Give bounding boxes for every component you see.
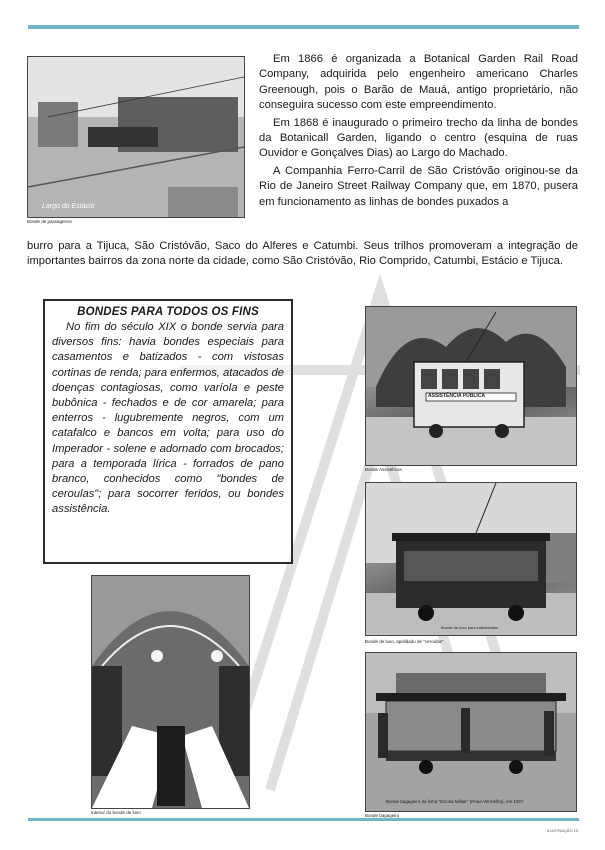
photo5-caption: Bonde bagageiro (365, 813, 400, 818)
top-accent-bar (28, 25, 579, 29)
photo2-caption: Bonde Assistência (365, 467, 402, 472)
page-code: ILUSTRAÇÃO 10 (547, 828, 579, 833)
photo1-inner-label: Largo do Estácio (42, 203, 95, 210)
paragraph-1868: Em 1868 é inaugurado o primeiro trecho da linha de bondes da Botanicall Garden, ligando o centro (esquina de ruas Ouvidor e Gonçalves Dias) ao Largo do Machado. (259, 116, 578, 160)
box-title: BONDES PARA TODOS OS FINS (77, 306, 259, 318)
paragraph-ferro-carril-top: A Companhia Ferro-Carril de São Cristóvão originou-se da Rio de Janeiro Street Railway Company que, em 1870, pusera em funcionamento as linhas de bondes puxados a (259, 164, 578, 208)
photo4-caption: Interior do bonde de luxo (91, 810, 141, 815)
photo-tram-interior (91, 575, 250, 809)
photo3-caption: Bonde de luxo, apelidado de "ceroulas" (365, 639, 444, 644)
bottom-accent-bar (28, 818, 579, 821)
intro-text-full (27, 239, 578, 270)
box-body: No fim do século XIX o bonde servia para diversos fins: havia bondes especiais para casamentos e batizados - com vistosas cortinas de renda; para enfermos, atacados de doenças contagiosas, como varíola e peste bubônica - fechados e de cor amarela; para enterros - lugubremente negros, com um catafalco e bancos em volta; para uso do Imperador - solene e adornado com brocados; para a temporada lírica - forrados de pano branco, conhecidos como "bondes de ceroulas"; para socorrer feridos, ou bondes assistência. (52, 321, 284, 516)
photo1-caption: Bonde de passageiros (27, 219, 72, 224)
sidebar-box (43, 299, 293, 564)
photo-baggage-tram (365, 652, 577, 812)
photo5-inner-label: Bonde bagageiro da linha "Escola Militar" (Praia Vermelha), em 1907 (386, 799, 524, 804)
photo-assistance-tram (365, 306, 577, 466)
paragraph-1866: Em 1866 é organizada a Botanical Garden Rail Road Company, adquirida pelo engenheiro americano Charles Greenough, pois o Barão de Mauá, antigo proprietário, não conseguira sucesso com este empreendimento. (259, 53, 578, 112)
paragraph-ferro-carril-bottom: burro para a Tijuca, São Cristóvão, Saco do Alferes e Catumbi. Seus trilhos promoveram a integração de importantes bairros da zona norte da cidade, como São Cristóvão, Rio Comprido, Catumbi, Estácio e Tijuca. (27, 240, 578, 268)
photo-passenger-tram (27, 56, 245, 218)
intro-text-right (259, 52, 578, 210)
photo2-inner-label: ASSISTÊNCIA PÚBLICA (428, 393, 486, 399)
photo-luxury-tram (365, 482, 577, 636)
photo3-inner-label: Bonde de luxo para solenidades (441, 625, 499, 630)
